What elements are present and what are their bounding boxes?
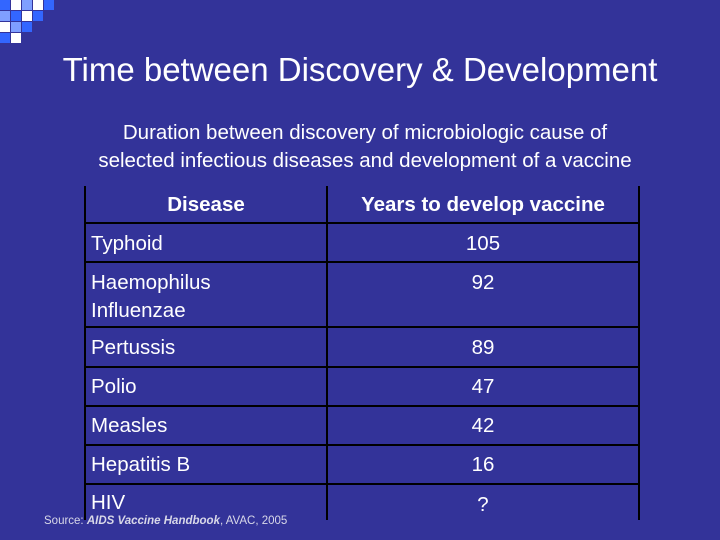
- table-border: [84, 222, 640, 224]
- table-border: [84, 444, 640, 446]
- column-header-disease: Disease: [167, 193, 245, 216]
- slide-title: Time between Discovery & Development: [62, 51, 658, 88]
- years-cell: 89: [471, 336, 495, 359]
- decor-square: [33, 11, 43, 21]
- column-header-years: Years to develop vaccine: [361, 193, 605, 216]
- source-suffix: , AVAC, 2005: [219, 515, 288, 527]
- corner-decoration: [0, 0, 60, 48]
- source-prefix: Source:: [44, 515, 87, 527]
- decor-square: [11, 22, 21, 32]
- table-border: [84, 326, 640, 328]
- table-border: [84, 186, 86, 520]
- table-border: [84, 483, 640, 485]
- source-citation: [44, 514, 287, 528]
- decor-square: [11, 33, 21, 43]
- years-cell: 92: [471, 271, 495, 294]
- disease-cell: Haemophilus: [91, 271, 211, 294]
- disease-cell: Pertussis: [91, 336, 176, 359]
- decor-square: [0, 33, 10, 43]
- years-cell: 105: [465, 232, 501, 255]
- years-cell: 16: [471, 453, 495, 476]
- decor-square: [22, 0, 32, 10]
- decor-square: [0, 22, 10, 32]
- decor-square: [33, 0, 43, 10]
- disease-cell: Measles: [91, 414, 168, 437]
- subtitle-line: selected infectious diseases and development of a vaccine: [98, 149, 632, 172]
- table-border: [84, 405, 640, 407]
- decor-square: [11, 11, 21, 21]
- vaccine-table: [84, 186, 640, 520]
- disease-cell-line2: Influenzae: [91, 299, 186, 322]
- years-cell: 42: [471, 414, 495, 437]
- disease-cell: Hepatitis B: [91, 453, 191, 476]
- table-border: [84, 366, 640, 368]
- disease-cell: Typhoid: [91, 232, 163, 255]
- decor-square: [22, 22, 32, 32]
- table-border: [638, 186, 640, 520]
- decor-square: [11, 0, 21, 10]
- disease-cell: Polio: [91, 375, 137, 398]
- decor-square: [44, 0, 54, 10]
- years-cell: ?: [477, 493, 489, 516]
- decor-square: [0, 11, 10, 21]
- disease-cell: HIV: [91, 491, 126, 514]
- subtitle-line: Duration between discovery of microbiologic cause of: [122, 121, 608, 144]
- years-cell: 47: [471, 375, 495, 398]
- source-work: AIDS Vaccine Handbook: [86, 515, 220, 527]
- decor-square: [22, 11, 32, 21]
- slide-subtitle: [0, 119, 720, 175]
- table-border: [84, 261, 640, 263]
- decor-square: [0, 0, 10, 10]
